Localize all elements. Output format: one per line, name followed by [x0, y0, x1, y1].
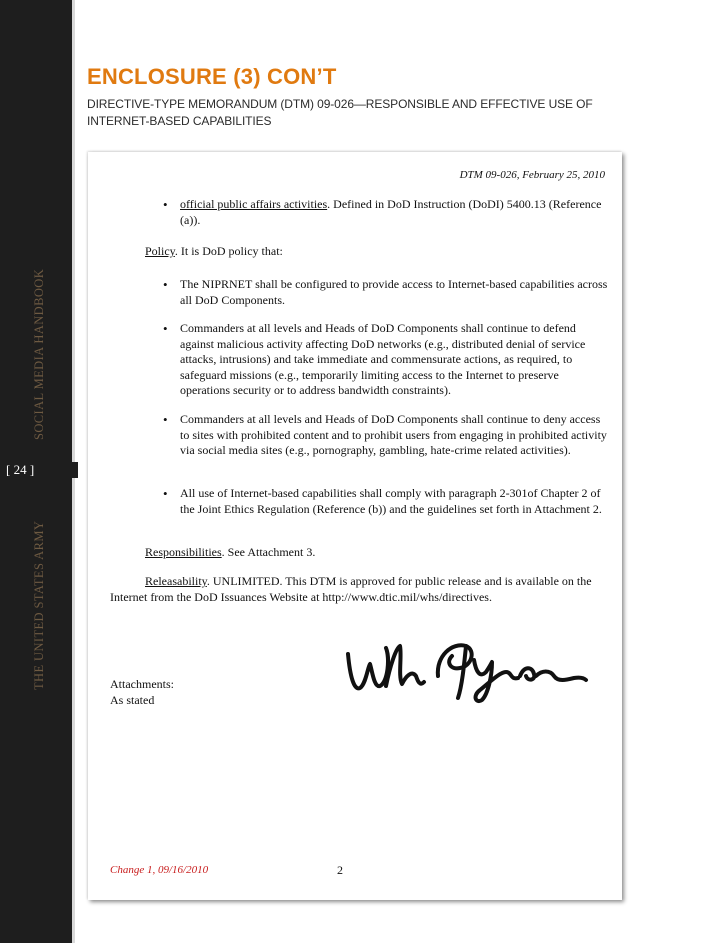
dateline: DTM 09-026, February 25, 2010 [459, 169, 605, 181]
releasability-text: . UNLIMITED. This DTM is approved for public release and is available on the Internet from the DoD Issuances Website at http://www.dtic.mil/whs/directives. [110, 574, 592, 604]
attachments-value: As stated [110, 693, 155, 707]
signature-image [340, 636, 590, 706]
policy-label: Policy [145, 244, 175, 258]
list-item: • Commanders at all levels and Heads of DoD Components shall continue to defend against malicious activity affecting DoD networks (e.g., distributed denial of service attacks, intrusions) and take immediate and commensurate actions, as required, to safeguard missions (e.g., temporarily limiting access to the Internet to preserve operations security or to address bandwidth constraints). [180, 321, 608, 399]
releasability-paragraph [110, 574, 610, 605]
policy-intro: . It is DoD policy that: [174, 244, 283, 258]
page-subtitle: DIRECTIVE-TYPE MEMORANDUM (DTM) 09-026—RESPONSIBLE AND EFFECTIVE USE OF INTERNET-BASED CAPABILITIES [87, 97, 593, 128]
army-label: THE UNITED STATES ARMY [32, 520, 46, 690]
attachments [110, 676, 174, 708]
responsibilities-heading [145, 545, 315, 561]
list-item: • The NIPRNET shall be configured to provide access to Internet-based capabilities across all DoD Components. [180, 277, 608, 308]
term-public-affairs-def: . Defined in DoD Instruction (DoDI) 5400.13 (Reference (a)). [180, 197, 602, 227]
list-item: • Commanders at all levels and Heads of DoD Components shall continue to deny access to sites with prohibited content and to prohibit users from engaging in prohibited activity via social media sites (e.g., pornography, gambling, hate-crime related activities). [180, 412, 608, 459]
page-number: [ 24 ] [0, 462, 78, 478]
document-page-number: 2 [337, 863, 343, 877]
policy-heading [145, 244, 283, 260]
document-card [88, 152, 622, 900]
releasability-label: Releasability [145, 574, 207, 588]
bullet-public-affairs [180, 197, 608, 228]
page-title: ENCLOSURE (3) CON’T [87, 64, 337, 89]
responsibilities-text: . See Attachment 3. [221, 545, 316, 559]
responsibilities-label: Responsibilities [145, 545, 222, 559]
term-public-affairs: official public affairs activities [180, 197, 328, 211]
list-item: • All use of Internet-based capabilities shall comply with paragraph 2-301of Chapter 2 of the Joint Ethics Regulation (Reference (b)) and the guidelines set forth in Attachment 2. [180, 486, 608, 517]
attachments-label: Attachments: [110, 677, 174, 691]
change-note: Change 1, 09/16/2010 [110, 864, 209, 876]
handbook-label: SOCIAL MEDIA HANDBOOK [32, 268, 46, 440]
